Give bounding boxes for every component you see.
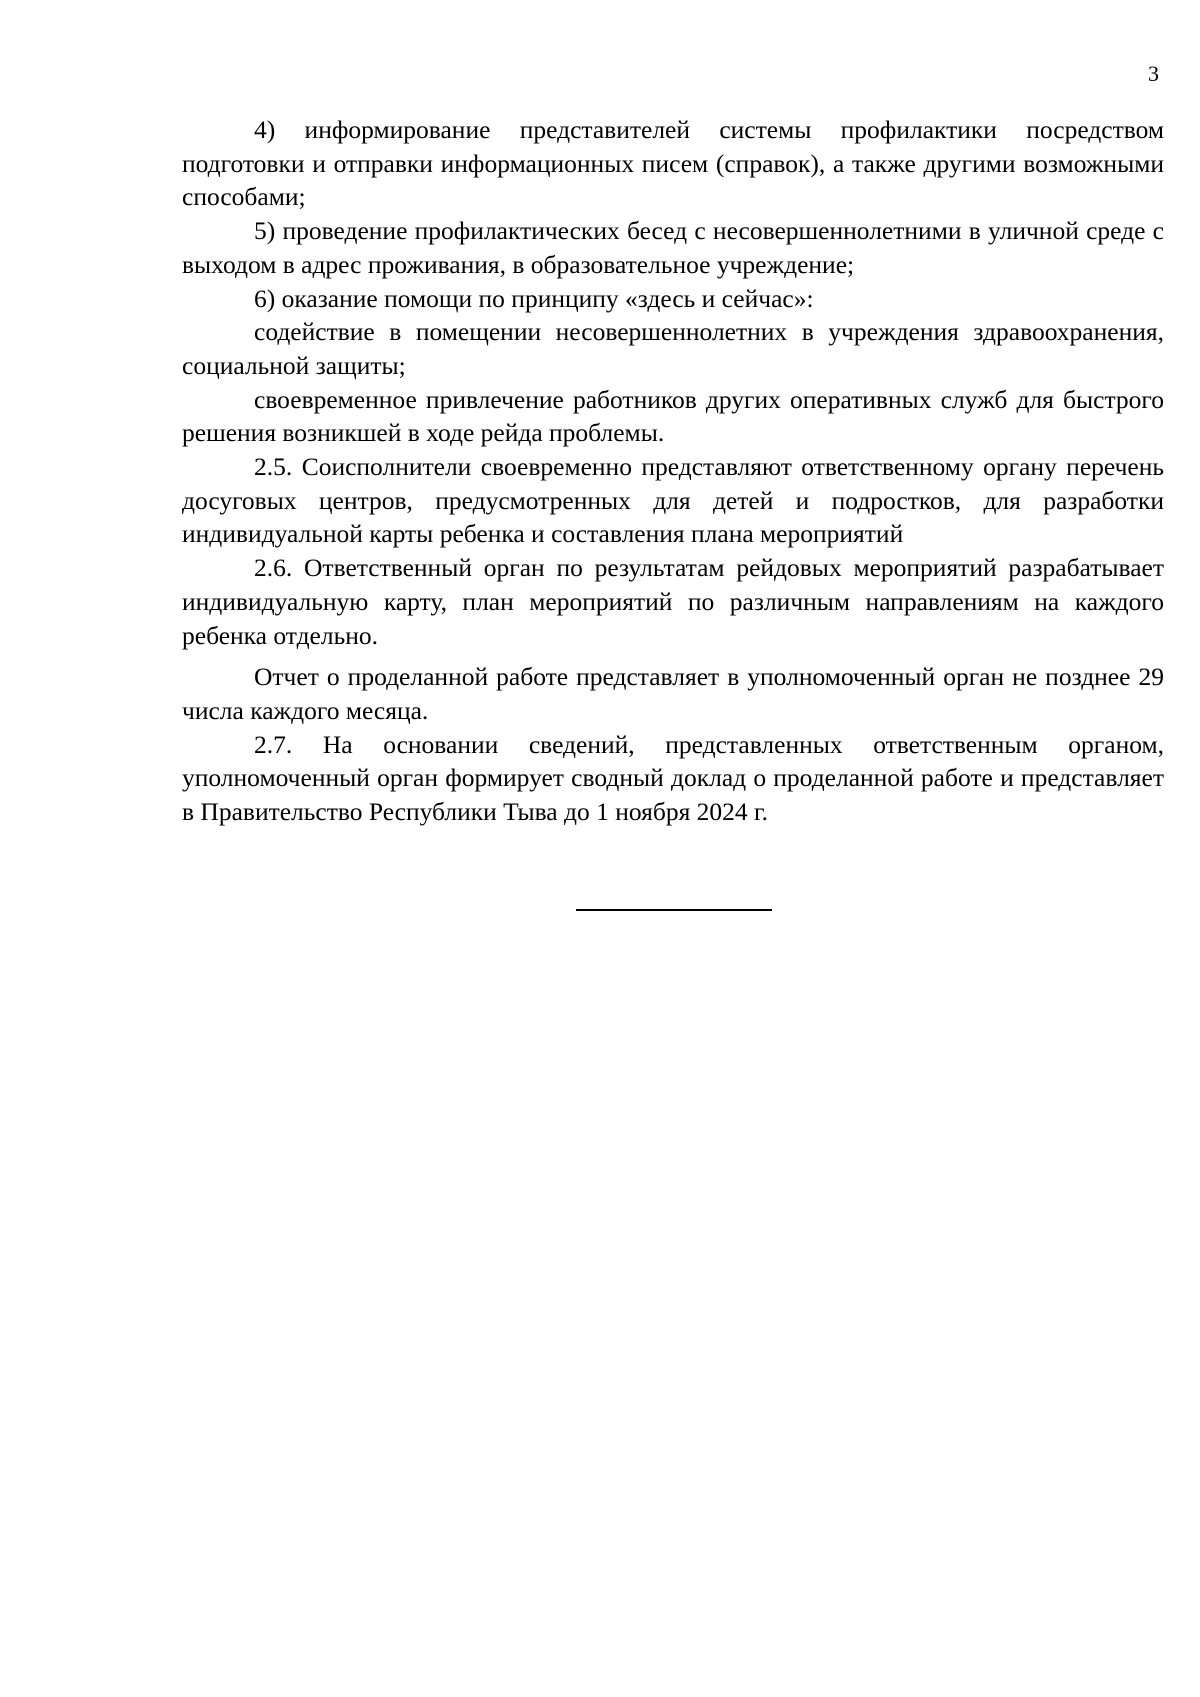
- document-body: [182, 113, 1164, 829]
- paragraph-clause-2-7: 2.7. На основании сведений, представленных ответственным органом, уполномоченный орган формирует сводный доклад о проделанной работе и представляет в Правительство Республики Тыва до 1 ноября 2024 г.: [182, 729, 1164, 827]
- page-number: 3: [1148, 61, 1159, 86]
- paragraph-item-6: 6) оказание помощи по принципу «здесь и сейчас»:: [254, 283, 814, 313]
- end-separator-line: [576, 909, 772, 911]
- paragraph-subitem-health: содействие в помещении несовершеннолетних в учреждения здравоохранения, социальной защиты;: [182, 317, 1164, 380]
- paragraph-item-4: 4) информирование представителей системы профилактики посредством подготовки и отправки информационных писем (справок), а также другими возможными способами;: [182, 115, 1164, 212]
- paragraph-clause-2-5: 2.5. Соисполнители своевременно представляют ответственному органу перечень досуговых центров, предусмотренных для детей и подростков, для разработки индивидуальной карты ребенка и составления плана мероприятий: [182, 452, 1164, 549]
- paragraph-subitem-services: своевременное привлечение работников других оперативных служб для быстрого решения возникшей в ходе рейда проблемы.: [182, 384, 1164, 448]
- paragraph-report: Отчет о проделанной работе представляет в уполномоченный орган не позднее 29 числа каждого месяца.: [182, 662, 1164, 725]
- paragraph-clause-2-6: 2.6. Ответственный орган по результатам рейдовых мероприятий разрабатывает индивидуальную карту, план мероприятий по различным направлениям на каждого ребенка отдельно.: [182, 553, 1164, 650]
- paragraph-item-5: 5) проведение профилактических бесед с несовершеннолетними в уличной среде с выходом в адрес проживания, в образовательное учреждение;: [182, 216, 1164, 279]
